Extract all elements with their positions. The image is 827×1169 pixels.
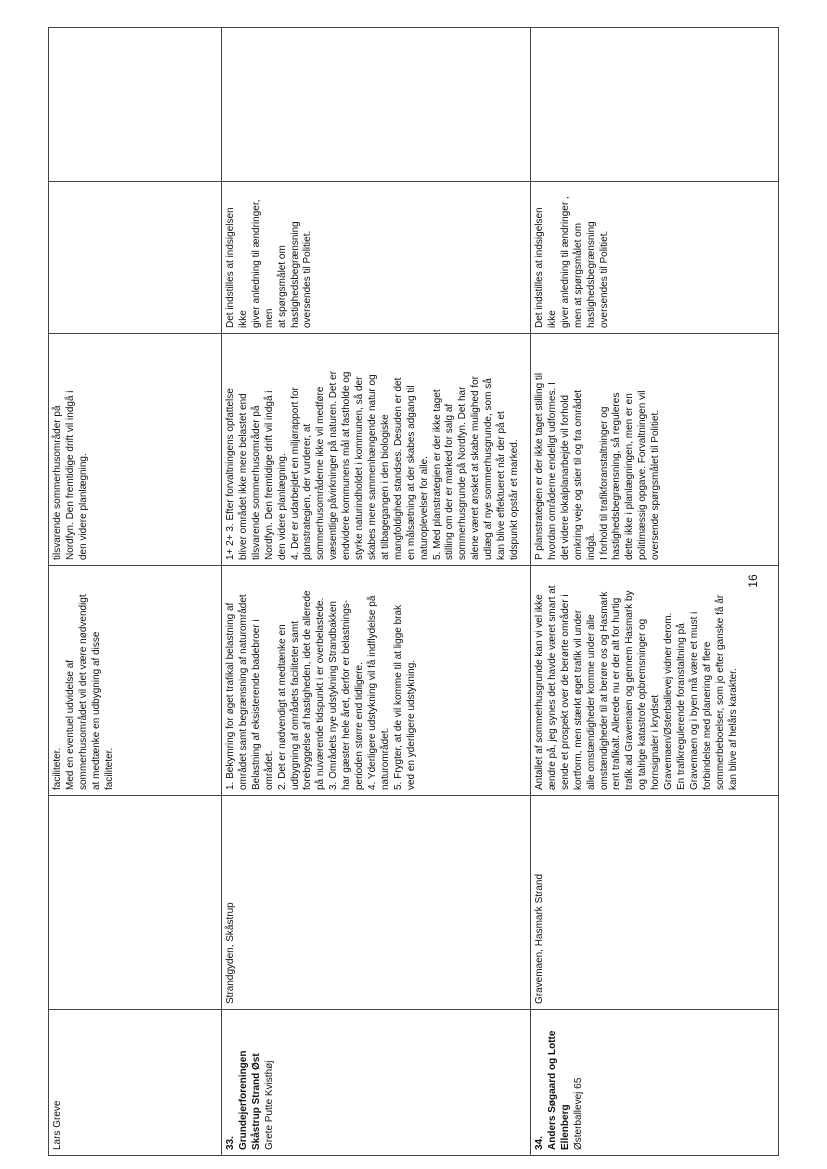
assessment-line: kan blive effektueret når der på et bbox=[496, 411, 508, 560]
entry-number: 33. bbox=[225, 1136, 236, 1150]
entry-name: Grundejerforeningen bbox=[237, 1050, 249, 1150]
assessment-line: stilling om der er marked for salg af bbox=[444, 403, 456, 560]
objection-line: 3. Områdets nye udstykning Strandbakken bbox=[328, 601, 340, 790]
objection-line: på nuværende tidspunkt i er overbelastede. bbox=[315, 597, 327, 790]
objection-line: sommerbeboelser, som jo efter ganske få år bbox=[714, 594, 726, 790]
objection-line: En trafikregulerende foranstaltning på bbox=[675, 623, 687, 790]
assessment-line: alene været ønsket at skabe mulighed for bbox=[470, 376, 482, 560]
page-number: 16 bbox=[746, 574, 760, 588]
assessment-line: mangfoldighed standses. Desuden er det bbox=[392, 377, 404, 560]
objection-line: sommerhusområdet vil det være nødvendigt bbox=[77, 594, 89, 790]
objection-table bbox=[48, 27, 779, 1156]
rotated-page bbox=[48, 28, 778, 1156]
assessment-line: naturoplevelser for alle. bbox=[418, 456, 430, 560]
objection-line: har gæster hele året, derfor er belastnings- bbox=[341, 599, 353, 790]
objection-line: perioden større end tidligere. bbox=[354, 662, 366, 790]
assessment-line: tilsvarende sommerhusområder på bbox=[52, 405, 63, 560]
objection-line: Antallet af sommerhusgrunde kan vi vel ikke bbox=[534, 594, 545, 790]
assessment-line: sommerhusgrunde på Nordfyn. Det har bbox=[457, 386, 469, 560]
assessment-line: 1+ 2+ 3. Efter forvaltningens opfattelse bbox=[225, 388, 236, 560]
assessment-line: Nordfyn. Den fremtidige drift vil indgå i bbox=[263, 390, 275, 560]
cell-extra bbox=[222, 28, 531, 182]
cell-name bbox=[49, 1010, 222, 1156]
cell-recommendation bbox=[531, 182, 779, 334]
assessment-line: sommerhusområderne ikke vil medføre bbox=[315, 386, 327, 560]
recommendation-line: at spørgsmålet om bbox=[276, 245, 288, 328]
cell-extra bbox=[531, 28, 779, 182]
objection-line: Med en eventuel udvidelse af bbox=[64, 659, 76, 790]
objection-line: forebyggelse af hastigheden, idet de allerede bbox=[302, 590, 314, 790]
objection-line: ændre på, jeg synes det havde været smart at bbox=[546, 585, 558, 790]
table-row bbox=[49, 28, 222, 1156]
objection-line: faciliteter. bbox=[52, 747, 63, 790]
assessment-line: I forhold til trafikforanstaltninger og bbox=[598, 406, 610, 560]
recommendation-line: Det indstilles at indsigelsen ikke bbox=[225, 204, 249, 328]
cell-assessment bbox=[531, 334, 779, 566]
assessment-line: 5. Med planstrategien er der ikke taget bbox=[431, 389, 443, 560]
cell-assessment bbox=[222, 334, 531, 566]
assessment-line: dette ikke i planlægningen, men er en bbox=[624, 393, 636, 560]
cell-location bbox=[222, 796, 531, 1010]
entry-number: 34. bbox=[534, 1136, 545, 1150]
recommendation-line: hastighedsbegrænsning bbox=[585, 221, 597, 328]
assessment-line: hastighedsbegrænsning, så reguleres bbox=[611, 392, 623, 560]
cell-extra bbox=[49, 28, 222, 182]
assessment-line: planstrategien, der vurderer, at bbox=[302, 423, 314, 560]
objection-line: kortform, men stærkt øget trafik vil under bbox=[572, 609, 584, 790]
cell-assessment bbox=[49, 334, 222, 566]
assessment-line: udlæg af nye sommerhusgrunde, som så bbox=[483, 378, 495, 560]
cell-name bbox=[531, 1010, 779, 1156]
objection-line: forbindelse med planering af flere bbox=[701, 641, 713, 790]
objection-line: faciliteter. bbox=[103, 747, 115, 790]
recommendation-line: men at spørgsmålet om bbox=[572, 222, 584, 328]
assessment-line: hvordan områderne endeligt udformes. I bbox=[546, 382, 558, 560]
assessment-line: omkring veje og stier til og fra området bbox=[572, 389, 584, 560]
cell-recommendation bbox=[222, 182, 531, 334]
entry-name: Anders Søgaard og Lotte bbox=[546, 1030, 558, 1150]
address-line: Grete Putte Kvisthøj bbox=[263, 1060, 275, 1150]
assessment-line: Nordfyn. Den fremtidige drift vil indgå i bbox=[64, 390, 76, 560]
objection-line: naturområdet. bbox=[379, 727, 391, 790]
objection-line: Gravemaen/Østerballevej vidner derom. bbox=[663, 612, 675, 790]
objection-line: kan blive af helårs karakter. bbox=[727, 668, 739, 790]
address-line: Lars Greve bbox=[52, 1100, 63, 1150]
entry-name: Skåstrup Strand Øst bbox=[250, 1053, 262, 1150]
cell-location bbox=[531, 796, 779, 1010]
recommendation-line: giver anledning til ændringer , bbox=[559, 196, 571, 328]
objection-line: Gravemaen og i byen må være et must i bbox=[688, 611, 700, 790]
objection-line: at medtænke en udbygning af disse bbox=[90, 631, 102, 790]
assessment-line: tidspunkt opstår et marked. bbox=[508, 439, 520, 560]
assessment-line: politimæssig opgave. Forvaltningen vil bbox=[637, 390, 649, 560]
assessment-line: en målsætning at der skabes adgang til bbox=[405, 385, 417, 560]
recommendation-line: oversendes til Politiet. bbox=[598, 230, 610, 328]
objection-line: rent trafikalt. Allerede nu er der alt for hurtig bbox=[611, 597, 623, 790]
objection-line: udbygning af områdets faciliteter samt bbox=[289, 621, 301, 790]
address-line: Østerballevej 65 bbox=[572, 1077, 584, 1150]
table-row bbox=[222, 28, 531, 1156]
assessment-line: at tilbagegangen i den biologiske bbox=[379, 414, 391, 560]
objection-line: Belastning af eksisterende badebroer i bbox=[250, 619, 262, 790]
assessment-line: indgå. bbox=[585, 532, 597, 560]
location-text: Strandgyden, Skåstrup bbox=[225, 902, 236, 1004]
assessment-line: oversende spørgsmålet til Politiet. bbox=[650, 409, 662, 560]
assessment-line: den videre planlægning. bbox=[77, 453, 89, 560]
recommendation-line: oversendes til Politiet. bbox=[302, 230, 314, 328]
location-text: Gravemaen, Hasmark Strand bbox=[534, 873, 545, 1004]
objection-line: sende et prospekt over de berørte områder i bbox=[559, 594, 571, 790]
cell-location bbox=[49, 796, 222, 1010]
assessment-line: skabes mere sammenhængende natur og bbox=[366, 374, 378, 560]
assessment-line: tilsvarende sommerhusområder på bbox=[250, 405, 262, 560]
cell-name bbox=[222, 1010, 531, 1156]
objection-line: alle omstændigheder komme under alle bbox=[585, 614, 597, 790]
assessment-line: endvidere kommunens mål at fastholde og bbox=[341, 371, 353, 560]
objection-line: ved en yderligere udstykning. bbox=[405, 659, 417, 790]
recommendation-line: giver anledning til ændringer, men bbox=[250, 196, 275, 328]
assessment-line: det videre lokalplanarbejde vil forhold bbox=[559, 394, 571, 560]
objection-line: og talrige katastrofe opbremsninger og bbox=[637, 618, 649, 790]
recommendation-line: hastighedsbegrænsning bbox=[289, 221, 301, 328]
cell-objection bbox=[222, 566, 531, 796]
table-row bbox=[531, 28, 779, 1156]
assessment-line: styrke naturindholdet i kommunen, så der bbox=[354, 376, 366, 560]
objection-line: 2. Det er nødvendigt at medtænke en bbox=[276, 624, 288, 790]
assessment-line: væsentlige påvirkninger på naturen. Det er bbox=[328, 371, 340, 560]
assessment-line: 4. Der er udarbejdet en miljørapport for bbox=[289, 387, 301, 560]
cell-recommendation bbox=[49, 182, 222, 334]
recommendation-line: Det indstilles at indsigelsen ikke bbox=[534, 204, 558, 328]
objection-line: 4. Yderligere udstykning vil få indflydelse på bbox=[366, 595, 378, 790]
cell-objection bbox=[49, 566, 222, 796]
objection-line: området samt begrænsning af naturområdet bbox=[237, 594, 249, 790]
objection-line: omstændigheder til at berøre os og Hasmark bbox=[598, 591, 610, 790]
assessment-line: den videre planlægning. bbox=[276, 453, 288, 560]
entry-name: Ellenberg bbox=[559, 1104, 571, 1150]
assessment-line: P planstrategien er der ikke taget stilling til bbox=[534, 372, 545, 560]
objection-line: trafik ad Gravemaen og gennem Hasmark by bbox=[624, 590, 636, 790]
objection-line: hornsignaler i krydset bbox=[650, 694, 662, 790]
assessment-line: bliver området ikke mere belastet end bbox=[237, 393, 249, 560]
objection-line: området. bbox=[263, 750, 275, 790]
objection-line: 1. Bekymring for øget trafikal belastning af bbox=[225, 602, 236, 790]
cell-objection bbox=[531, 566, 779, 796]
objection-line: 5. Frygter, at de vil komme til at ligge brak bbox=[392, 604, 404, 790]
